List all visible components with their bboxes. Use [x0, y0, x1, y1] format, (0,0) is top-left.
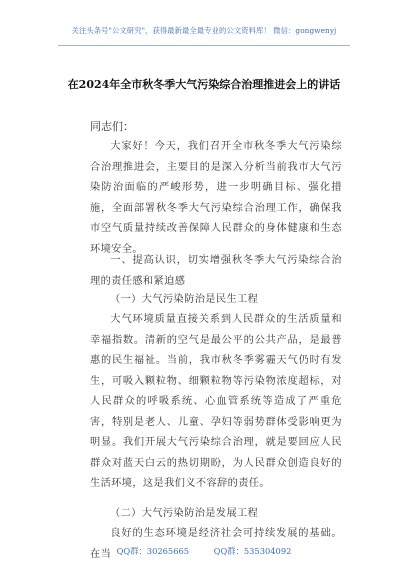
salutation: 同志们： — [90, 120, 134, 133]
subsection-body-2: 良好的生态环境是经济社会可持续发展的基础。在当 — [90, 528, 342, 560]
header-divider — [58, 45, 350, 46]
opening-paragraph: 大家好！今天，我们召开全市秋冬季大气污染综合治理推进会，主要目的是深入分析当前我市大气污染防治面临的严峻形势，进一步明确目标、强化措施，全面部署秋冬季大气污染综合治理工作，确保我市空气质量持续改善保障人民群众的身体健康和生态环境安全。 — [90, 141, 342, 255]
header-banner: 关注头条号"公文研究"，获得最新最全最专业的公文资料库！ 微信：gongwenyj — [71, 26, 337, 35]
subsection-heading-2: （二）大气污染防治是发展工程 — [110, 508, 259, 519]
section-heading-1: 一、提高认识，切实增强秋冬季大气污染综合治理的责任感和紧迫感 — [90, 255, 342, 287]
footer-contact: QQ群：30265665 QQ群：535304092 — [116, 546, 292, 556]
subsection-body-1: 大气环境质量直接关系到人民群众的生活质量和幸福指数。清新的空气是最公平的公共产品，是最普惠的民生福祉。当前，我市秋冬季雾霾天气仍时有发生，可吸入颗粒物、细颗粒物等污染物浓度超标，对人民群众的呼吸系统、心血管系统等造成了严重危害，特别是老人、儿童、孕妇等弱势群体受影响更为明显。我们开展大气污染综合治理，就是要回应人民群众对蓝天白云的热切期盼，为人民群众创造良好的生活环境，这是我们义不容辞的责任。 — [90, 314, 342, 489]
document-title: 在2024年全市秋冬季大气污染综合治理推进会上的讲话 — [67, 78, 341, 91]
subsection-heading-1: （一）大气污染防治是民生工程 — [110, 294, 259, 305]
